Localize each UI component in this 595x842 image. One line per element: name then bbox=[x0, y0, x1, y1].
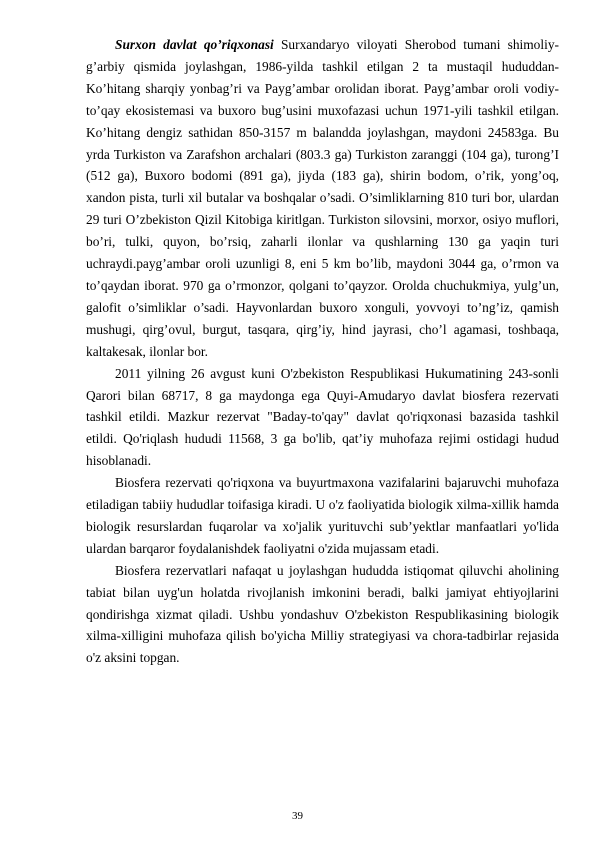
page-number: 39 bbox=[292, 810, 303, 822]
paragraph-text: Surxandaryo viloyati Sherobod tumani shimoliy-g’arbiy qismida joylashgan, 1986-yilda tashkil etilgan 2 ta mustaqil hududdan- Ko’hitang sharqiy yonbag’ri va Payg’ambar orolidan iborat. Payg’ambar oroli vodiy-to’qay ekosistemasi va buxoro bug’usini muxofazasi uchun 1971-yili tashkil etilgan. Ko’hitang dengiz sathidan 850-3157 m balandda joylashgan, maydoni 24583ga. Bu yrda Turkiston va Zarafshon archalari (803.3 ga) Turkiston zaranggi (104 ga), turong’I (512 ga), Buxoro bodomi (891 ga), jiyda (183 ga), shirin bodom, o’rik, yong’oq, xandon pista, turli xil butalar va boshqalar o’sadi. O’simliklarning 810 turi bor, ulardan 29 turi O’zbekiston Qizil Kitobiga kiritlgan. Turkiston silovsini, morxor, osiyo muflori, bo’ri, tulki, quyon, bo’rsiq, zaharli ilonlar va qushlarning 130 ga yaqin turi uchraydi.payg’ambar oroli uzunligi 8, eni 5 km bo’lib, maydoni 3044 ga, o’rmon va to’qaydan iborat. 970 ga o’rmonzor, qolgani to’qayzor. Orolda chuchukmiya, yulg’un, galofit o’simliklar o’sadi. Hayvonlardan buxoro xonguli, yovvoyi to’ng’iz, qamish mushugi, qirg’ovul, burgut, tasqara, qirg’iy, hind jayrasi, cho’l agamasi, toshbaqa, kaltakesak, ilonlar bor. bbox=[86, 37, 559, 359]
document-body bbox=[86, 34, 559, 669]
paragraph-heading: Surxon davlat qo’riqxonasi bbox=[115, 37, 274, 52]
paragraph-quyi-amudaryo: 2011 yilning 26 avgust kuni O'zbekiston Respublikasi Hukumatining 243-sonli Qarori bilan 68717, 8 ga maydonga ega Quyi-Amudaryo davlat biosfera rezervati tashkil etildi. Mazkur rezervat "Baday-to'qay" davlat qo'riqxonasi bazasida tashkil etildi. Qo'riqlash hududi 11568, 3 ga bo'lib, qat’iy muhofaza rejimi ostidagi hudud hisoblanadi. bbox=[86, 365, 559, 469]
paragraph-surxon-reserve bbox=[86, 34, 559, 363]
paragraph-biosphere-benefits: Biosfera rezervatlari nafaqat u joylashgan hududda istiqomat qiluvchi aholining tabiat bilan uyg'un holatda rivojlanish imkonini beradi, balki jamiyat ehtiyojlarini qondirishga xizmat qiladi. Ushbu yondashuv O'zbekiston Respublikasining biologik xilma-xilligini muhofaza qilish bo'yicha Milliy strategiyasi va chora-tadbirlar rejasida o'z aksini topgan. bbox=[86, 562, 559, 666]
paragraph-biosphere-definition: Biosfera rezervati qo'riqxona va buyurtmaxona vazifalarini bajaruvchi muhofaza etiladigan tabiiy hududlar toifasiga kiradi. U o'z faoliyatida biologik xilma-xillik hamda biologik resurslardan fuqarolar va xo'jalik yurituvchi sub’yektlar manfaatlari yo'lida ulardan barqaror foydalanishdek faoliyatni o'zida mujassam etadi. bbox=[86, 475, 559, 556]
